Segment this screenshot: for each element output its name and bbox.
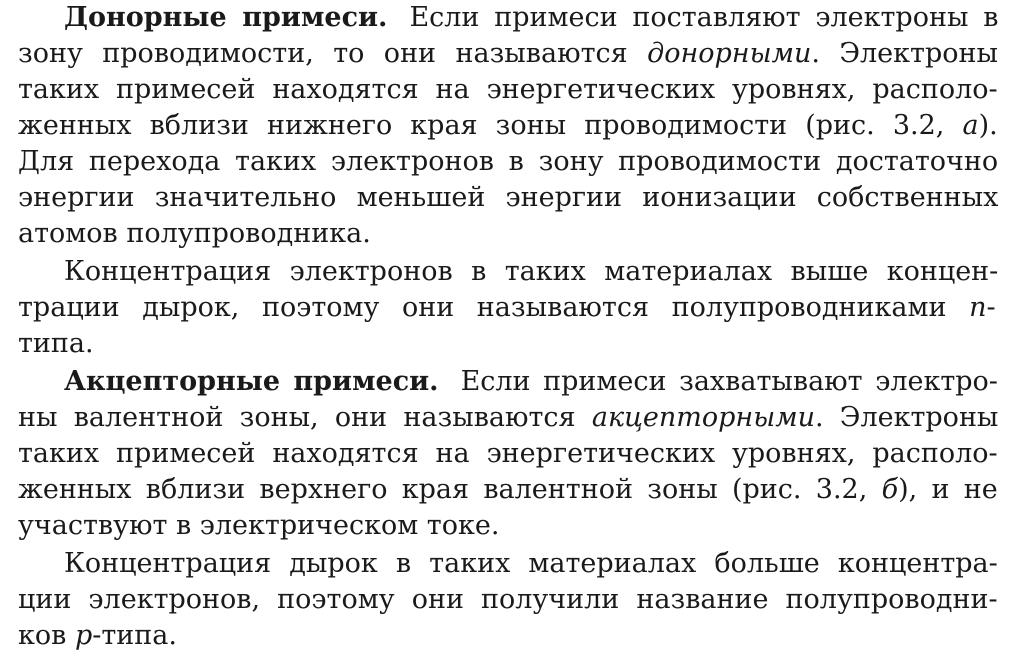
p4-line-3 [18,618,177,654]
acceptor-term: акцепторными [591,402,815,433]
p3-line-5: участвуют в электрическом токе. [18,510,500,541]
p3-line-2-end: . Электроны [814,402,999,433]
p1-line-6: энергии значительно меньшей энергии ионизации собственных [18,182,999,213]
p3-line-4 [18,472,998,508]
p4-line-1: Концентрация дырок в таких материалах больше концентра- [64,548,998,579]
p1-line-2-end: . Электроны [811,38,998,69]
p3-line-2-text: ны валентной зоны, они называются [18,402,576,433]
n-type-symbol: n [969,292,987,323]
p1-line-2 [18,36,998,72]
p1-line-2-text: зону проводимости, то они называются [18,38,628,69]
p2-line-2-text: трации дырок, поэтому они называются полупроводниками [18,292,947,323]
p3-line-4-end: ), и не [898,474,998,505]
p4-line-3-end: -типа. [92,620,177,651]
p1-line-4-text: женных вблизи нижнего края зоны проводимости (рис. 3.2, [18,110,945,141]
donor-term: донорными [647,38,812,69]
p3-line-3: таких примесей находятся на энергетических уровнях, располо- [18,438,998,469]
figure-letter-b: б [881,474,899,505]
figure-letter-a: а [962,110,979,141]
p3-line-4-text: женных вблизи верхнего края валентной зоны (рис. 3.2, [18,474,868,505]
acceptor-heading: Акцепторные примеси. [64,366,439,397]
p3-line-1 [64,364,998,400]
p-type-symbol: p [74,620,93,651]
p3-line-2 [18,400,998,436]
p2-line-2 [18,290,996,326]
p3-line-1-text: Если примеси захватывают электро- [460,366,998,397]
p1-line-5: Для перехода таких электронов в зону проводимости достаточно [18,146,999,177]
p1-line-3: таких примесей находятся на энергетических уровнях, располо- [18,74,998,105]
p1-line-4-end: ). [978,110,998,141]
p1-line-7: атомов полупроводника. [18,218,371,249]
p2-line-2-hyphen: - [986,292,996,323]
p4-line-2: ции электронов, поэтому они получили название полупроводни- [18,584,998,615]
p1-line-1-text: Если примеси поставляют электроны в [409,2,999,33]
p1-line-1 [64,0,998,36]
donor-heading: Донорные примеси. [64,2,388,33]
p4-line-3-text: ков [18,620,67,651]
p1-line-4 [18,108,998,144]
p2-line-1: Концентрация электронов в таких материалах выше концен- [64,256,999,287]
p2-line-3: типа. [18,328,94,359]
